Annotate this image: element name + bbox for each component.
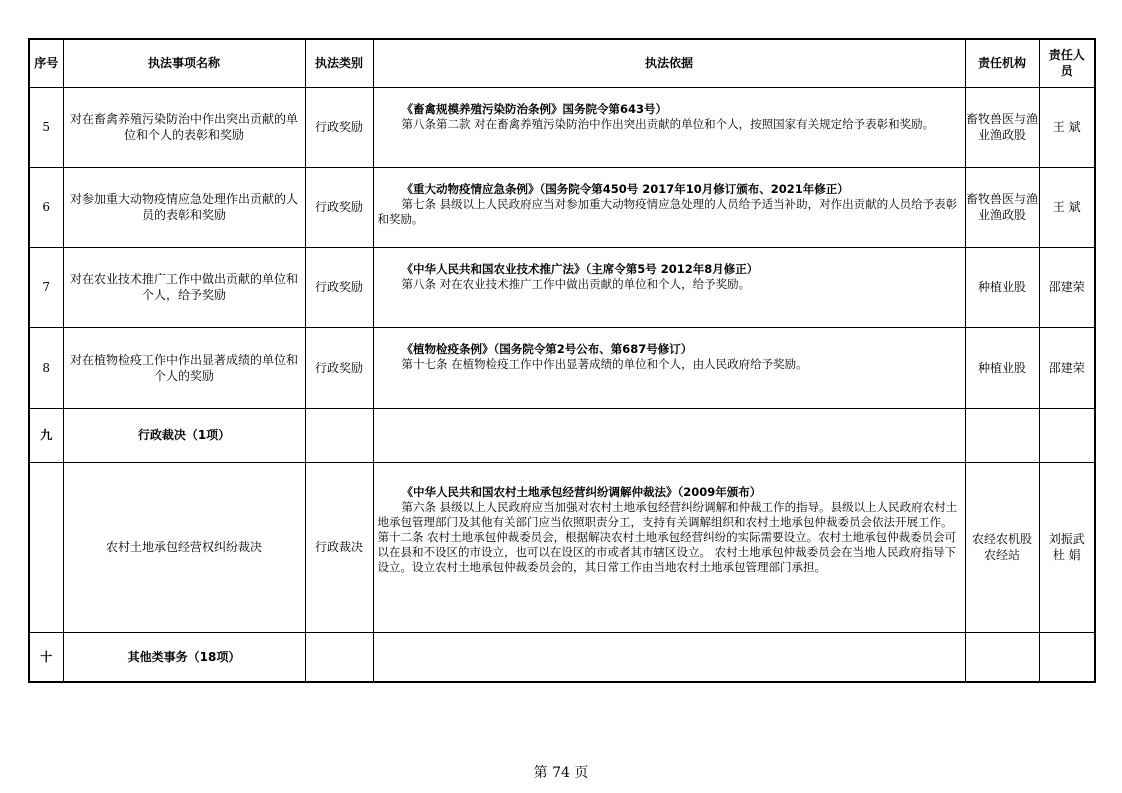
row-number: 6 xyxy=(29,167,63,247)
basis-paragraph: 第六条 县级以上人民政府应当加强对农村土地承包经营纠纷调解和仲裁工作的指导。县级以上人民政府农村土地承包管理部门及其他有关部门应当依照职责分工，支持有关调解组织和农村土地承包仲裁委员会依法开展工作。 xyxy=(377,499,958,529)
enforcement-type: 行政裁决 xyxy=(305,462,373,632)
basis-title: 《植物检疫条例》（国务院令第2号公布、第687号修订） xyxy=(401,341,693,356)
enforcement-type: 行政奖励 xyxy=(305,167,373,247)
page-number: 第 74 页 xyxy=(533,765,589,781)
responsible-person: 邵建荣 xyxy=(1039,327,1095,408)
row-number: 7 xyxy=(29,247,63,327)
responsible-person: 邵建荣 xyxy=(1039,247,1095,327)
header-no: 序号 xyxy=(29,39,63,87)
basis-text: 第八条第二款 对在畜禽养殖污染防治中作出突出贡献的单位和个人，按照国家有关规定给予表彰和奖励。 xyxy=(401,116,935,131)
table-row xyxy=(29,87,1095,167)
item-name: 对在植物检疫工作中作出显著成绩的单位和个人的奖励 xyxy=(63,327,305,408)
responsible-org xyxy=(965,462,1039,632)
header-type: 执法类别 xyxy=(305,39,373,87)
empty-cell xyxy=(965,632,1039,682)
table-row xyxy=(29,167,1095,247)
item-name: 对在农业技术推广工作中做出贡献的单位和个人，给予奖励 xyxy=(63,247,305,327)
empty-cell xyxy=(305,632,373,682)
empty-cell xyxy=(305,408,373,462)
empty-cell xyxy=(1039,632,1095,682)
header-row xyxy=(29,39,1095,87)
item-name: 农村土地承包经营权纠纷裁决 xyxy=(63,462,305,632)
section-row xyxy=(29,408,1095,462)
basis-paragraph: 第十二条 农村土地承包仲裁委员会，根据解决农村土地承包经营纠纷的实际需要设立。农村土地承包仲裁委员会可以在县和不设区的市设立，也可以在设区的市或者其市辖区设立。 农村土地承包仲裁委员会在当地人民政府指导下设立。设立农村土地承包仲裁委员会的，其日常工作由当地农村土地承包管理部门承担。 xyxy=(377,529,957,574)
row-number: 5 xyxy=(29,87,63,167)
org-text: 农经农机股农经站 xyxy=(971,532,1032,562)
enforcement-basis xyxy=(373,167,965,247)
item-name: 对参加重大动物疫情应急处理作出贡献的人员的表彰和奖励 xyxy=(63,167,305,247)
item-name: 对在畜禽养殖污染防治中作出突出贡献的单位和个人的表彰和奖励 xyxy=(63,87,305,167)
responsible-person xyxy=(1039,462,1095,632)
header-item: 执法事项名称 xyxy=(63,39,305,87)
section-row xyxy=(29,632,1095,682)
responsible-org: 畜牧兽医与渔业渔政股 xyxy=(965,167,1039,247)
enforcement-basis xyxy=(373,327,965,408)
enforcement-basis xyxy=(373,87,965,167)
section-title: 行政裁决（1项） xyxy=(63,408,305,462)
enforcement-table xyxy=(28,38,1096,683)
enforcement-basis xyxy=(373,247,965,327)
section-number: 十 xyxy=(29,632,63,682)
enforcement-basis xyxy=(373,462,965,632)
responsible-person: 王 斌 xyxy=(1039,87,1095,167)
header-person: 责任人员 xyxy=(1039,39,1095,87)
basis-title: 《畜禽规模养殖污染防治条例》国务院令第643号） xyxy=(401,101,668,116)
header-org: 责任机构 xyxy=(965,39,1039,87)
header-basis: 执法依据 xyxy=(373,39,965,87)
enforcement-type: 行政奖励 xyxy=(305,327,373,408)
empty-cell xyxy=(373,408,965,462)
basis-title: 《中华人民共和国农村土地承包经营纠纷调解仲裁法》（2009年颁布） xyxy=(401,484,762,499)
basis-text: 第十七条 在植物检疫工作中作出显著成绩的单位和个人，由人民政府给予奖励。 xyxy=(401,356,808,371)
table-row xyxy=(29,462,1095,632)
responsible-person: 王 斌 xyxy=(1039,167,1095,247)
empty-cell xyxy=(373,632,965,682)
empty-cell xyxy=(965,408,1039,462)
responsible-org: 种植业股 xyxy=(965,247,1039,327)
section-title: 其他类事务（18项） xyxy=(63,632,305,682)
responsible-org: 种植业股 xyxy=(965,327,1039,408)
section-number: 九 xyxy=(29,408,63,462)
responsible-org: 畜牧兽医与渔业渔政股 xyxy=(965,87,1039,167)
enforcement-type: 行政奖励 xyxy=(305,247,373,327)
row-number xyxy=(29,462,63,632)
enforcement-type: 行政奖励 xyxy=(305,87,373,167)
table-row xyxy=(29,247,1095,327)
basis-title: 《中华人民共和国农业技术推广法》（主席令第5号 2012年8月修正） xyxy=(401,261,759,276)
basis-text: 第八条 对在农业技术推广工作中做出贡献的单位和个人，给予奖励。 xyxy=(401,276,751,291)
basis-text: 第七条 县级以上人民政府应当对参加重大动物疫情应急处理的人员给予适当补助，对作出贡献的人员给予表彰和奖励。 xyxy=(377,196,958,226)
basis-title: 《重大动物疫情应急条例》（国务院令第450号 2017年10月修订颁布、2021年修正） xyxy=(401,181,849,196)
table-row xyxy=(29,327,1095,408)
empty-cell xyxy=(1039,408,1095,462)
person-text: 刘振武杜 娟 xyxy=(1048,532,1085,562)
row-number: 8 xyxy=(29,327,63,408)
